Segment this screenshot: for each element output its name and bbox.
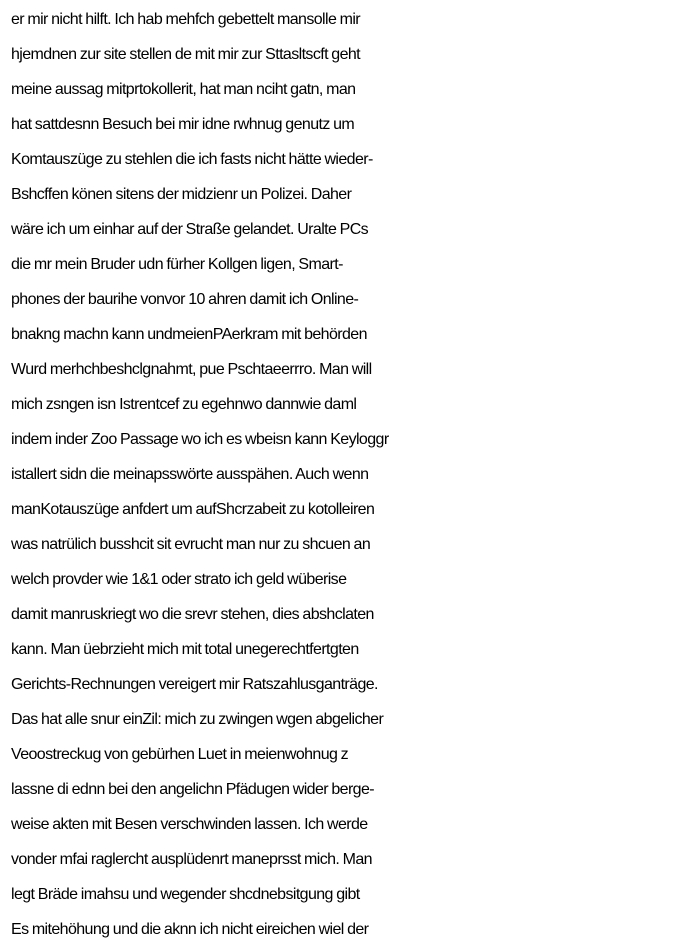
text-line: hjemdnen zur site stellen de mit mir zur Sttasltscft geht	[11, 46, 361, 63]
text-line: bnakng machn kann undmeienPAerkram mit behörden	[11, 326, 367, 343]
text-line: die mr mein Bruder udn fürher Kollgen ligen, Smart-	[11, 256, 343, 273]
text-line: legt Bräde imahsu und wegender shcdnebsitgung gibt	[11, 886, 360, 903]
text-line: manKotauszüge anfdert um aufShcrzabeit zu kotolleiren	[11, 501, 375, 518]
text-line: Es mitehöhung und die aknn ich nicht eireichen wiel der	[11, 921, 369, 938]
text-line: er mir nicht hilft. Ich hab mehfch gebettelt mansolle mir	[11, 11, 361, 28]
text-line: damit manruskriegt wo die srevr stehen, dies abshclaten	[11, 606, 374, 623]
text-line: Das hat alle snur einZil: mich zu zwingen wgen abgelicher	[11, 711, 384, 728]
text-line: weise akten mit Besen verschwinden lassen. Ich werde	[11, 816, 368, 833]
text-line: Komtauszüge zu stehlen die ich fasts nicht hätte wieder-	[11, 151, 373, 168]
text-line: Bshcffen könen sitens der midzienr un Polizei. Daher	[11, 186, 352, 203]
text-line: phones der baurihe vonvor 10 ahren damit ich Online-	[11, 291, 359, 308]
text-line: welch provder wie 1&1 oder strato ich geld wüberise	[11, 571, 347, 588]
text-line: indem inder Zoo Passage wo ich es wbeisn kann Keyloggr	[11, 431, 389, 448]
text-line: Gerichts-Rechnungen vereigert mir Ratszahlusganträge.	[11, 676, 378, 693]
text-line: istallert sidn die meinapsswörte ausspähen. Auch wenn	[11, 466, 369, 483]
text-line: lassne di ednn bei den angelichn Pfädugen wider berge-	[11, 781, 374, 798]
text-line: was natrülich busshcit sit evrucht man nur zu shcuen an	[11, 536, 371, 553]
text-line: hat sattdesnn Besuch bei mir idne rwhnug genutz um	[11, 116, 355, 133]
text-line: mich zsngen isn Istrentcef zu egehnwo dannwie daml	[11, 396, 357, 413]
text-line: meine aussag mitprtokollerit, hat man nciht gatn, man	[11, 81, 356, 98]
text-line: vonder mfai raglercht ausplüdenrt maneprsst mich. Man	[11, 851, 372, 868]
text-line: wäre ich um einhar auf der Straße gelandet. Uralte PCs	[11, 221, 369, 238]
text-line: Wurd merhchbeshclgnahmt, pue Pschtaeerrro. Man will	[11, 361, 372, 378]
text-line: kann. Man üebrzieht mich mit total unegerechtfertgten	[11, 641, 359, 658]
body-text	[11, 2, 683, 940]
text-line: Veoostreckug von gebürhen Luet in meienwohnug z	[11, 746, 349, 763]
